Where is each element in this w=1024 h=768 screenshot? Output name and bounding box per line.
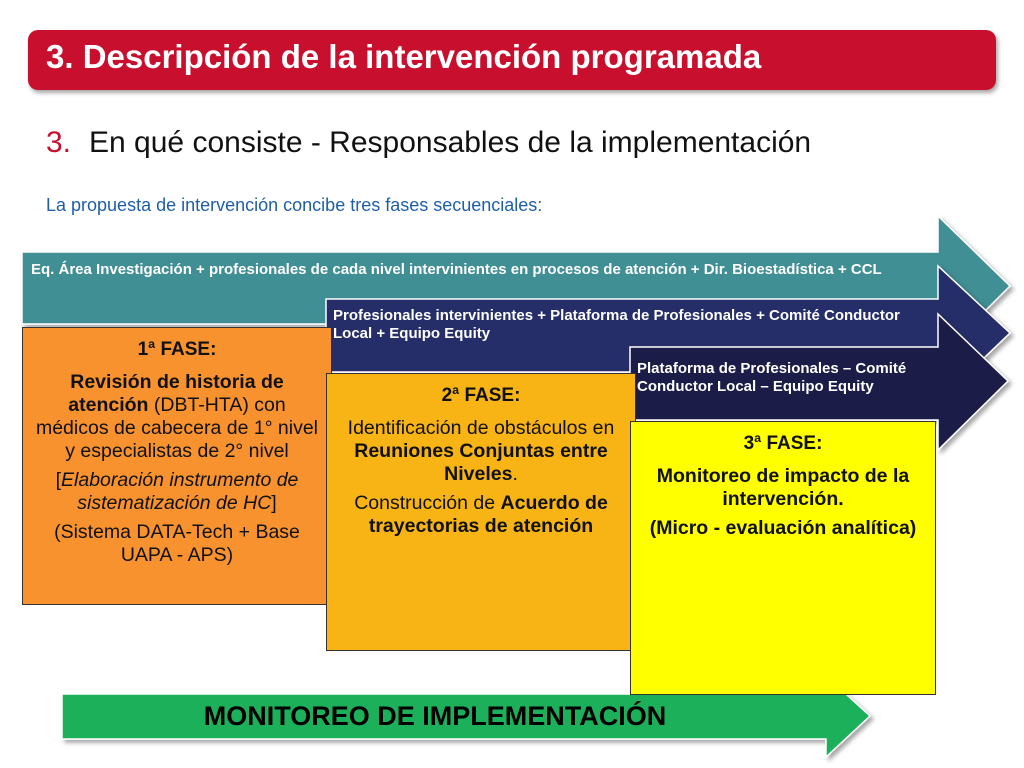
intro-text: La propuesta de intervención concibe tres fases secuenciales: (46, 195, 543, 215)
phase-2-text-1-post: . (512, 463, 518, 485)
monitor-label: MONITOREO DE IMPLEMENTACIÓN (203, 701, 667, 731)
phase-3-text-2: (Micro - evaluación analítica) (649, 517, 917, 539)
phase-3-text-1: Monitoreo de impacto de la intervención. (656, 465, 910, 510)
phase-2-text-2-bold: Acuerdo de trayectorias de atención (368, 492, 608, 537)
phase-1-instrument (35, 469, 319, 515)
bracket-open: [ (55, 469, 62, 491)
phase-1-box (22, 327, 332, 605)
page-title: 3. Descripción de la intervención programada (46, 38, 762, 75)
phase-3-title: 3ª FASE: (743, 433, 823, 454)
phase-2-text-1-pre: Identificación de obstáculos en (347, 417, 615, 439)
phase-2-box (326, 373, 636, 651)
phase-2-text-1-bold: Reuniones Conjuntas entre Niveles (354, 440, 608, 485)
phase-1-text-rest: (DBT-HTA) con médicos de cabecera de 1° nivel y especialistas de 2° nivel (35, 394, 319, 462)
phase-3-box (630, 421, 936, 695)
phase-1-instrument-italic: Elaboración instrumento de sistematización de HC (61, 469, 299, 514)
bracket-close: ] (271, 492, 277, 514)
phase-2-text-2-pre: Construcción de (354, 492, 501, 514)
section-title: En qué consiste - Responsables de la implementación (89, 126, 812, 159)
phase-1-system: (Sistema DATA-Tech + Base UAPA - APS) (54, 521, 300, 566)
section-number: 3. (46, 126, 72, 159)
arrow-3-label: Plataforma de Profesionales – Comité Conductor Local – Equipo Equity (637, 360, 907, 395)
phase-1-title: 1ª FASE: (137, 339, 217, 360)
phase-2-text-2 (337, 492, 625, 538)
phase-2-title: 2ª FASE: (441, 385, 521, 406)
arrow-2-label: Profesionales intervinientes + Plataforma de Profesionales + Comité Conductor Local + Equipo Equity (333, 307, 900, 342)
phase-1-text (35, 371, 319, 463)
phase-2-text-1 (337, 417, 625, 486)
arrow-1-label: Eq. Área Investigación + profesionales de cada nivel intervinientes en procesos de atención + Dir. Bioestadística + CCL (31, 261, 882, 278)
phase-1-text-bold: Revisión de historia de atención (68, 371, 284, 416)
